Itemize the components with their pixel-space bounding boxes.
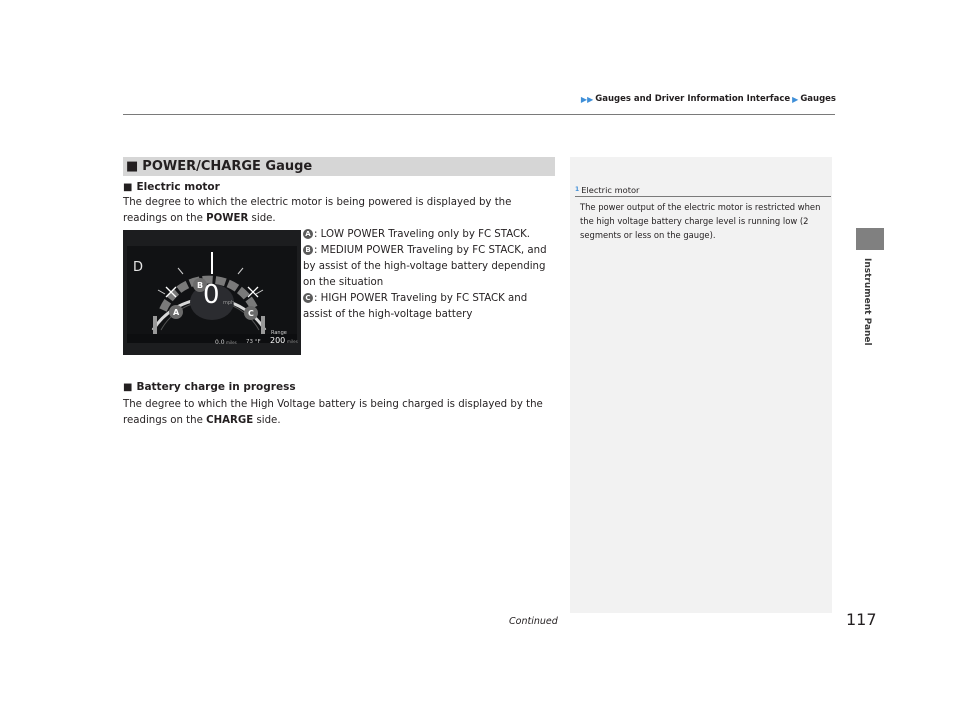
header-rule: [123, 114, 835, 115]
subheading-electric-motor: [123, 181, 220, 193]
legend-text-b: : MEDIUM POWER Traveling by FC STACK, and by assist of the high-voltage battery depending on the situation: [303, 245, 547, 288]
range-value: 200: [270, 336, 286, 345]
legend-item-b: [303, 243, 553, 291]
marker-b: B: [197, 281, 204, 290]
continued-label: Continued: [509, 616, 558, 627]
badge-c-icon: C: [303, 293, 313, 303]
electric-motor-paragraph: [123, 195, 555, 227]
breadcrumb-arrow-icon: ▶: [792, 94, 799, 104]
paragraph-text: The degree to which the High Voltage battery is being charged is displayed by the readings on the: [123, 399, 543, 426]
section-title-bar: [123, 157, 555, 176]
range-label: Range: [271, 330, 287, 336]
trip-value: 0.0: [215, 339, 225, 346]
badge-b-icon: B: [303, 245, 313, 255]
speed-readout: 0: [203, 280, 220, 310]
note-text: The power output of the electric motor is restricted when the high voltage battery charge level is running low (2 segments or less on the gauge).: [580, 202, 821, 240]
badge-a-icon: A: [303, 229, 313, 239]
subheading-text: Electric motor: [136, 181, 220, 193]
square-bullet-icon: ■: [126, 159, 139, 174]
range-unit: miles: [287, 339, 298, 344]
subheading-text: Battery charge in progress: [136, 381, 296, 393]
note-heading: [575, 183, 831, 197]
breadcrumb-arrow-icon: ▶▶: [580, 94, 594, 104]
legend-item-c: [303, 291, 553, 323]
marker-a: A: [173, 308, 180, 317]
legend-text-a: : LOW POWER Traveling only by FC STACK.: [314, 229, 531, 240]
power-charge-gauge-image: [123, 230, 301, 355]
page-number: 117: [846, 610, 877, 629]
square-bullet-icon: ■: [123, 381, 133, 393]
temperature-readout: 73 °F: [246, 339, 261, 345]
breadcrumb-item-gauges-interface[interactable]: Gauges and Driver Information Interface: [595, 94, 791, 104]
section-title: POWER/CHARGE Gauge: [142, 159, 313, 174]
paragraph-text: The degree to which the electric motor is being powered is displayed by the readings on the: [123, 197, 512, 224]
side-tab-marker[interactable]: [856, 228, 884, 250]
legend-text-c: : HIGH POWER Traveling by FC STACK and assist of the high-voltage battery: [303, 293, 528, 320]
note-number: 1: [575, 186, 580, 193]
paragraph-text-end: side.: [248, 213, 276, 224]
speed-unit: mph: [223, 300, 235, 306]
gear-indicator: D: [133, 260, 144, 275]
charge-keyword: CHARGE: [206, 415, 254, 426]
breadcrumb: [516, 94, 836, 104]
legend-item-a: [303, 227, 553, 243]
power-keyword: POWER: [206, 213, 249, 224]
trip-unit: miles: [226, 340, 237, 345]
note-title: Electric motor: [581, 184, 640, 195]
square-bullet-icon: ■: [123, 181, 133, 193]
battery-charge-paragraph: [123, 397, 555, 429]
side-tab-label: Instrument Panel: [862, 258, 872, 346]
breadcrumb-item-gauges[interactable]: Gauges: [800, 94, 836, 104]
subheading-battery-charge: [123, 381, 296, 393]
marker-c: C: [248, 309, 254, 318]
paragraph-text-end: side.: [253, 415, 281, 426]
